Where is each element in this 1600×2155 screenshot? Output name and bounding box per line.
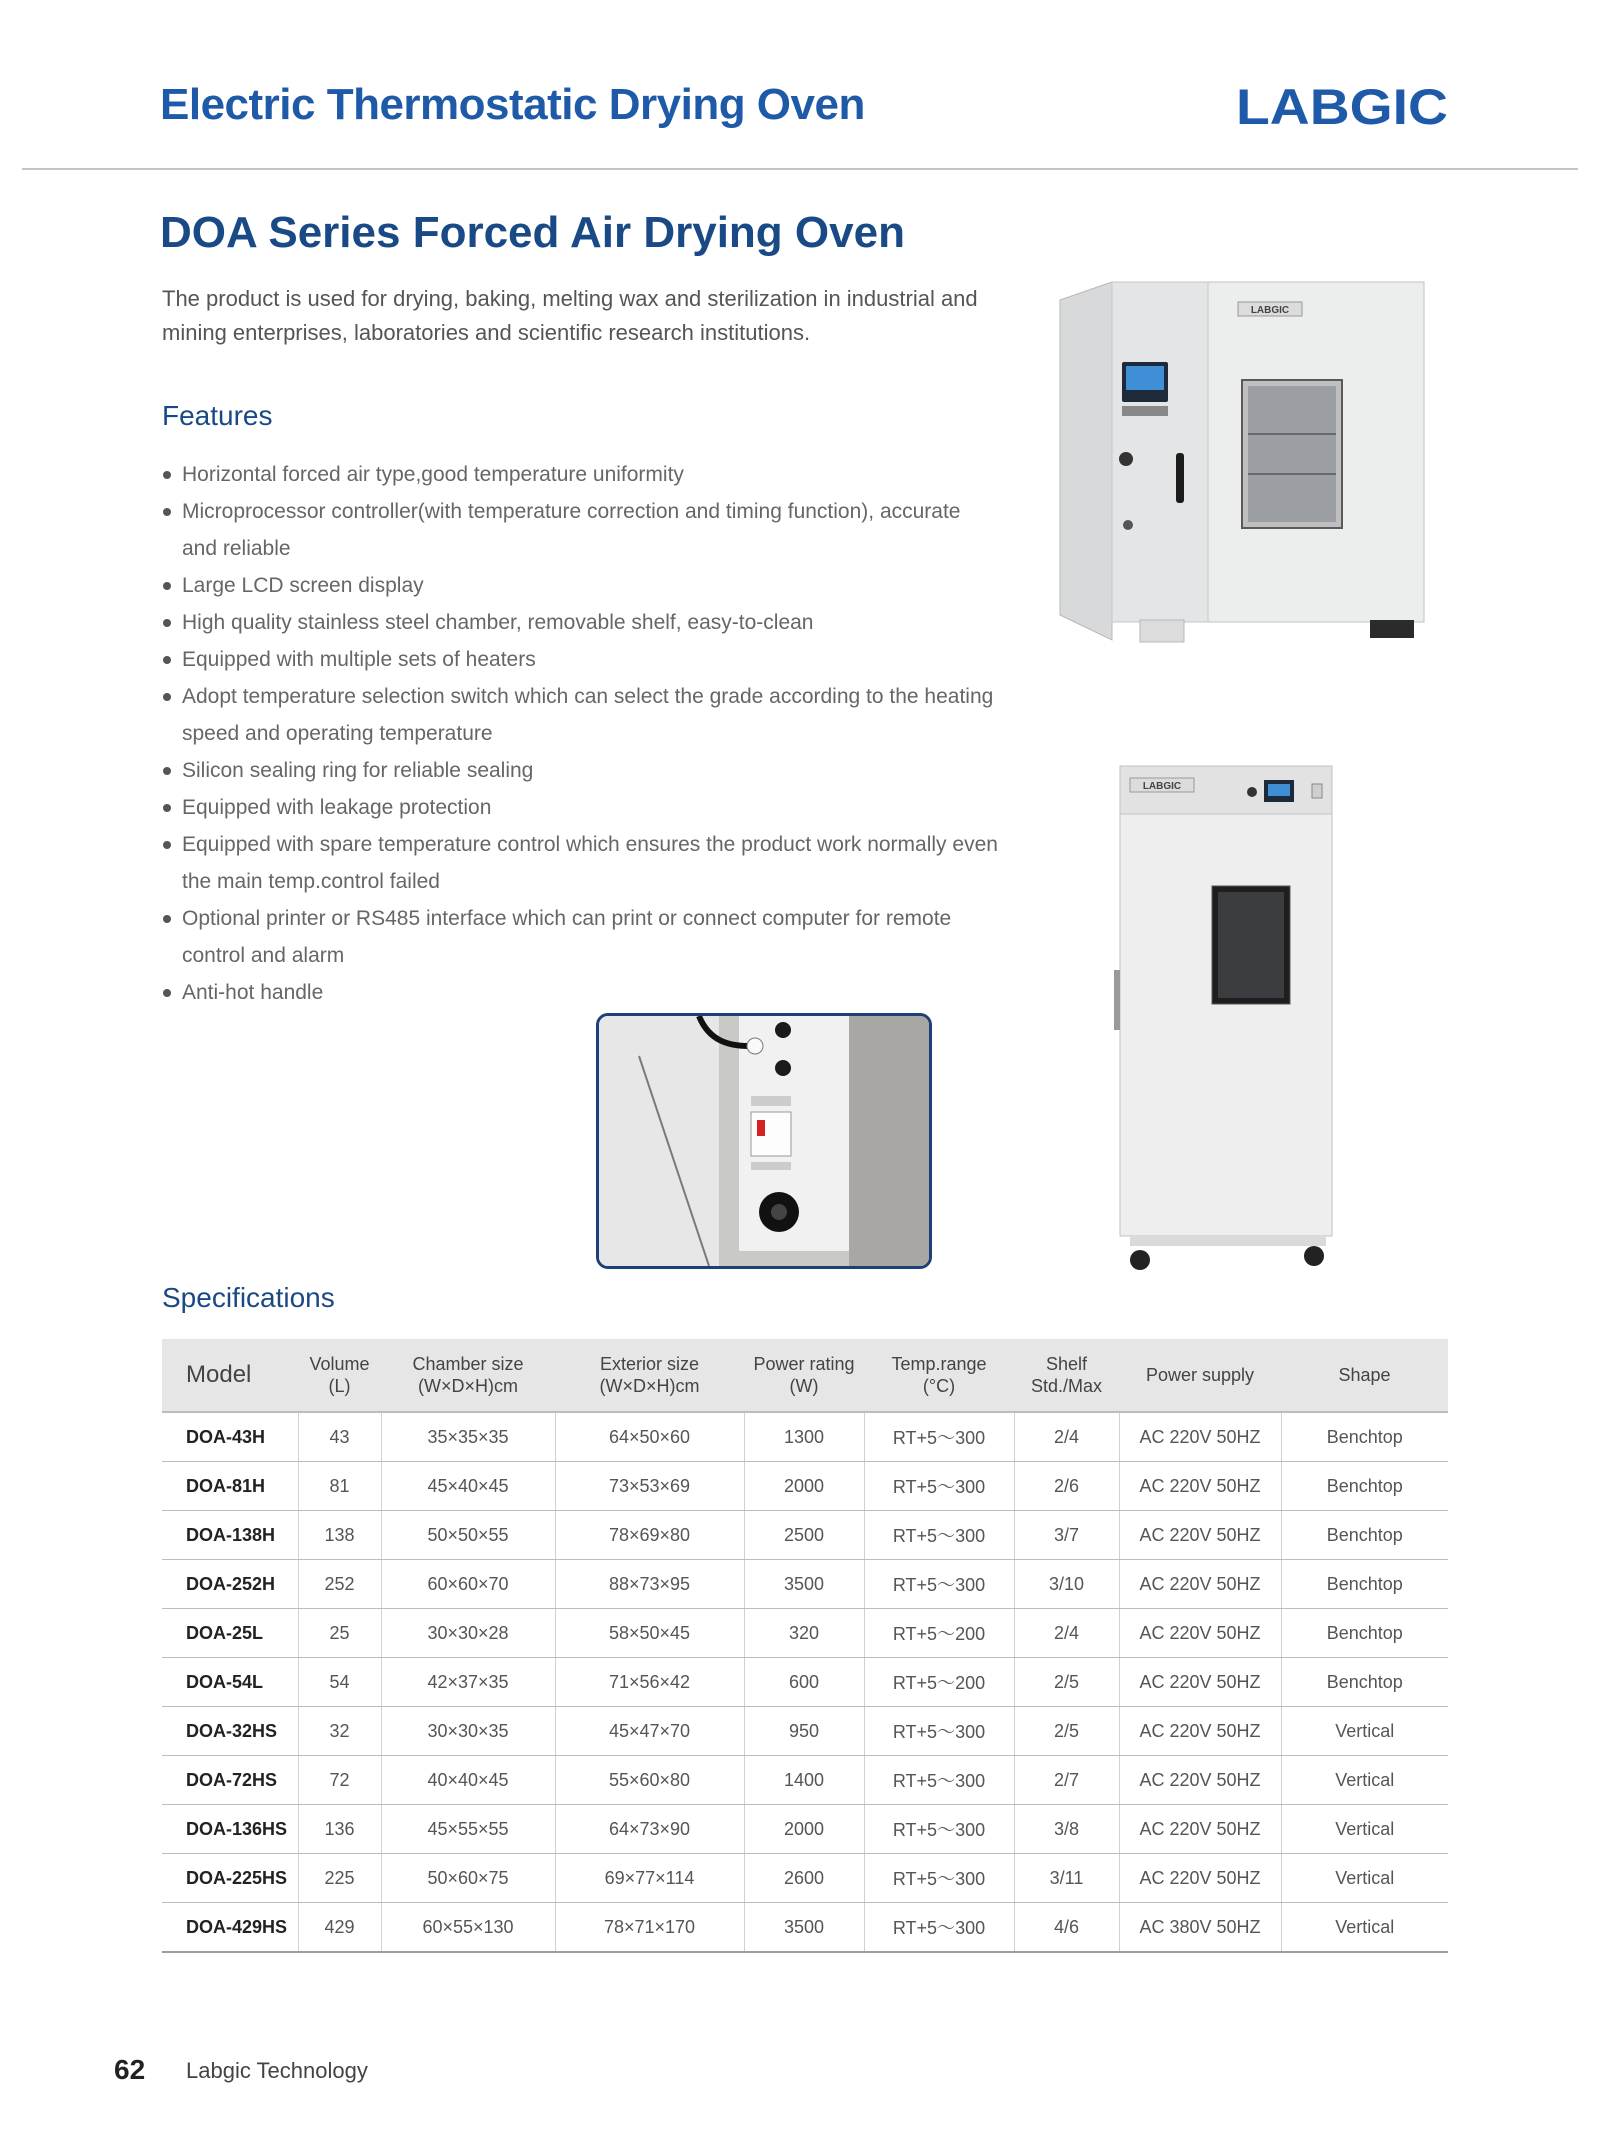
column-header-shelf: Shelf Std./Max [1014,1339,1119,1412]
cell-shape: Benchtop [1281,1511,1448,1560]
cell-exterior-size: 64×73×90 [555,1805,744,1854]
cell-exterior-size: 45×47×70 [555,1707,744,1756]
cell-power-rating: 320 [744,1609,864,1658]
cell-chamber-size: 60×60×70 [381,1560,555,1609]
cell-temp-range: RT+5～300 [864,1854,1014,1903]
table-row [162,1658,1448,1707]
cell-power-rating: 3500 [744,1560,864,1609]
feature-item: Large LCD screen display [160,567,1000,604]
cell-chamber-size: 45×55×55 [381,1805,555,1854]
caster-wheel-icon [1130,1250,1150,1270]
column-header-model: Model [162,1339,298,1412]
cell-power-supply: AC 220V 50HZ [1119,1805,1281,1854]
cell-power-supply: AC 220V 50HZ [1119,1756,1281,1805]
cell-shape: Benchtop [1281,1609,1448,1658]
table-row [162,1854,1448,1903]
cell-temp-range: RT+5～300 [864,1707,1014,1756]
table-row [162,1756,1448,1805]
cell-exterior-size: 55×60×80 [555,1756,744,1805]
cell-shelf: 4/6 [1014,1903,1119,1953]
table-row [162,1560,1448,1609]
table-row [162,1903,1448,1953]
cell-shelf: 2/6 [1014,1462,1119,1511]
cell-volume: 252 [298,1560,381,1609]
feature-item: Silicon sealing ring for reliable sealing [160,752,1000,789]
cell-temp-range: RT+5～300 [864,1903,1014,1953]
cell-shape: Benchtop [1281,1658,1448,1707]
feature-item: Adopt temperature selection switch which can select the grade according to the heating speed and operating temperature [160,678,1000,752]
brand-logo-text: LABGIC [1236,82,1448,130]
cell-temp-range: RT+5～300 [864,1462,1014,1511]
cell-power-supply: AC 220V 50HZ [1119,1511,1281,1560]
cell-chamber-size: 40×40×45 [381,1756,555,1805]
specifications-table [162,1339,1448,1953]
cell-volume: 81 [298,1462,381,1511]
header-divider [22,168,1578,170]
cell-exterior-size: 78×69×80 [555,1511,744,1560]
cell-exterior-size: 69×77×114 [555,1854,744,1903]
feature-item: High quality stainless steel chamber, removable shelf, easy-to-clean [160,604,1000,641]
cell-shape: Vertical [1281,1854,1448,1903]
product-description: The product is used for drying, baking, melting wax and sterilization in industrial and mining enterprises, laboratories and scientific research institutions. [162,286,978,345]
cell-power-rating: 2600 [744,1854,864,1903]
cell-model: DOA-429HS [162,1903,298,1953]
cell-power-rating: 2000 [744,1805,864,1854]
table-row [162,1609,1448,1658]
column-header-power-supply: Power supply [1119,1339,1281,1412]
table-row [162,1412,1448,1462]
cell-volume: 54 [298,1658,381,1707]
cell-model: DOA-25L [162,1609,298,1658]
cell-power-rating: 600 [744,1658,864,1707]
brand-logo [1236,82,1450,130]
cell-shelf: 3/8 [1014,1805,1119,1854]
cell-shape: Benchtop [1281,1412,1448,1462]
cell-model: DOA-32HS [162,1707,298,1756]
cell-shape: Benchtop [1281,1560,1448,1609]
cell-shelf: 3/10 [1014,1560,1119,1609]
cell-power-supply: AC 220V 50HZ [1119,1658,1281,1707]
cell-power-supply: AC 220V 50HZ [1119,1412,1281,1462]
cell-exterior-size: 64×50×60 [555,1412,744,1462]
features-heading: Features [162,400,273,431]
cell-shape: Vertical [1281,1805,1448,1854]
cell-volume: 43 [298,1412,381,1462]
column-header-exterior-size: Exterior size (W×D×H)cm [555,1339,744,1412]
cell-model: DOA-81H [162,1462,298,1511]
cell-exterior-size: 71×56×42 [555,1658,744,1707]
cell-shape: Benchtop [1281,1462,1448,1511]
cell-shelf: 2/4 [1014,1412,1119,1462]
cell-shelf: 2/5 [1014,1658,1119,1707]
cell-volume: 138 [298,1511,381,1560]
cell-volume: 25 [298,1609,381,1658]
cell-temp-range: RT+5～200 [864,1609,1014,1658]
feature-item: Equipped with spare temperature control which ensures the product work normally even the main temp.control failed [160,826,1000,900]
cell-power-rating: 950 [744,1707,864,1756]
cell-volume: 429 [298,1903,381,1953]
cell-exterior-size: 73×53×69 [555,1462,744,1511]
cell-model: DOA-72HS [162,1756,298,1805]
table-header-row [162,1339,1448,1412]
cell-power-supply: AC 220V 50HZ [1119,1609,1281,1658]
cell-temp-range: RT+5～300 [864,1511,1014,1560]
cell-power-rating: 3500 [744,1903,864,1953]
cell-chamber-size: 30×30×28 [381,1609,555,1658]
cell-power-rating: 1400 [744,1756,864,1805]
selector-switch-icon [1119,452,1133,466]
cell-shape: Vertical [1281,1756,1448,1805]
feature-item: Equipped with multiple sets of heaters [160,641,1000,678]
cell-power-supply: AC 380V 50HZ [1119,1903,1281,1953]
cell-temp-range: RT+5～300 [864,1560,1014,1609]
cell-shape: Vertical [1281,1707,1448,1756]
column-header-shape: Shape [1281,1339,1448,1412]
cell-temp-range: RT+5～300 [864,1805,1014,1854]
cell-model: DOA-225HS [162,1854,298,1903]
product-title: DOA Series Forced Air Drying Oven [160,208,905,257]
features-list [160,456,1000,1011]
cell-power-supply: AC 220V 50HZ [1119,1854,1281,1903]
cell-model: DOA-43H [162,1412,298,1462]
cell-model: DOA-136HS [162,1805,298,1854]
cell-chamber-size: 42×37×35 [381,1658,555,1707]
page-number: 62 [114,2054,146,2085]
cell-power-rating: 1300 [744,1412,864,1462]
feature-item: Microprocessor controller(with temperature correction and timing function), accurate and reliable [160,493,1000,567]
table-row [162,1462,1448,1511]
cell-volume: 225 [298,1854,381,1903]
leakage-protection-detail-image [596,1013,932,1269]
column-header-temp-range: Temp.range (°C) [864,1339,1014,1412]
column-header-power-rating: Power rating (W) [744,1339,864,1412]
cell-chamber-size: 35×35×35 [381,1412,555,1462]
vertical-oven-image [1100,760,1360,1280]
cell-exterior-size: 58×50×45 [555,1609,744,1658]
feature-item: Equipped with leakage protection [160,789,1000,826]
cell-chamber-size: 50×50×55 [381,1511,555,1560]
cell-temp-range: RT+5～300 [864,1756,1014,1805]
benchtop-brand-label: LABGIC [1250,305,1290,316]
cell-exterior-size: 88×73×95 [555,1560,744,1609]
cell-shelf: 2/7 [1014,1756,1119,1805]
cell-model: DOA-252H [162,1560,298,1609]
cell-power-rating: 2000 [744,1462,864,1511]
cell-model: DOA-54L [162,1658,298,1707]
cell-shelf: 3/11 [1014,1854,1119,1903]
cell-temp-range: RT+5～200 [864,1658,1014,1707]
document-title: Electric Thermostatic Drying Oven [160,80,865,129]
cell-shelf: 3/7 [1014,1511,1119,1560]
cell-shelf: 2/5 [1014,1707,1119,1756]
cell-power-supply: AC 220V 50HZ [1119,1707,1281,1756]
cell-chamber-size: 50×60×75 [381,1854,555,1903]
cell-volume: 136 [298,1805,381,1854]
cell-chamber-size: 60×55×130 [381,1903,555,1953]
table-row [162,1805,1448,1854]
table-row [162,1707,1448,1756]
footer-company-name: Labgic Technology [186,2058,368,2083]
cell-power-rating: 2500 [744,1511,864,1560]
cell-volume: 72 [298,1756,381,1805]
cell-chamber-size: 30×30×35 [381,1707,555,1756]
caster-wheel-icon [1304,1246,1324,1266]
column-header-chamber-size: Chamber size (W×D×H)cm [381,1339,555,1412]
cell-power-supply: AC 220V 50HZ [1119,1462,1281,1511]
table-row [162,1511,1448,1560]
door-handle-icon [1176,453,1184,503]
feature-item: Horizontal forced air type,good temperature uniformity [160,456,1000,493]
column-header-volume: Volume (L) [298,1339,381,1412]
cell-chamber-size: 45×40×45 [381,1462,555,1511]
specifications-heading: Specifications [162,1282,335,1313]
cell-temp-range: RT+5～300 [864,1412,1014,1462]
cell-power-supply: AC 220V 50HZ [1119,1560,1281,1609]
cell-shelf: 2/4 [1014,1609,1119,1658]
cell-shape: Vertical [1281,1903,1448,1953]
cell-model: DOA-138H [162,1511,298,1560]
cell-exterior-size: 78×71×170 [555,1903,744,1953]
feature-item: Anti-hot handle [160,974,1000,1011]
feature-item: Optional printer or RS485 interface which can print or connect computer for remote control and alarm [160,900,1000,974]
vertical-brand-label: LABGIC [1142,781,1182,792]
cell-volume: 32 [298,1707,381,1756]
benchtop-oven-image [1050,270,1440,650]
